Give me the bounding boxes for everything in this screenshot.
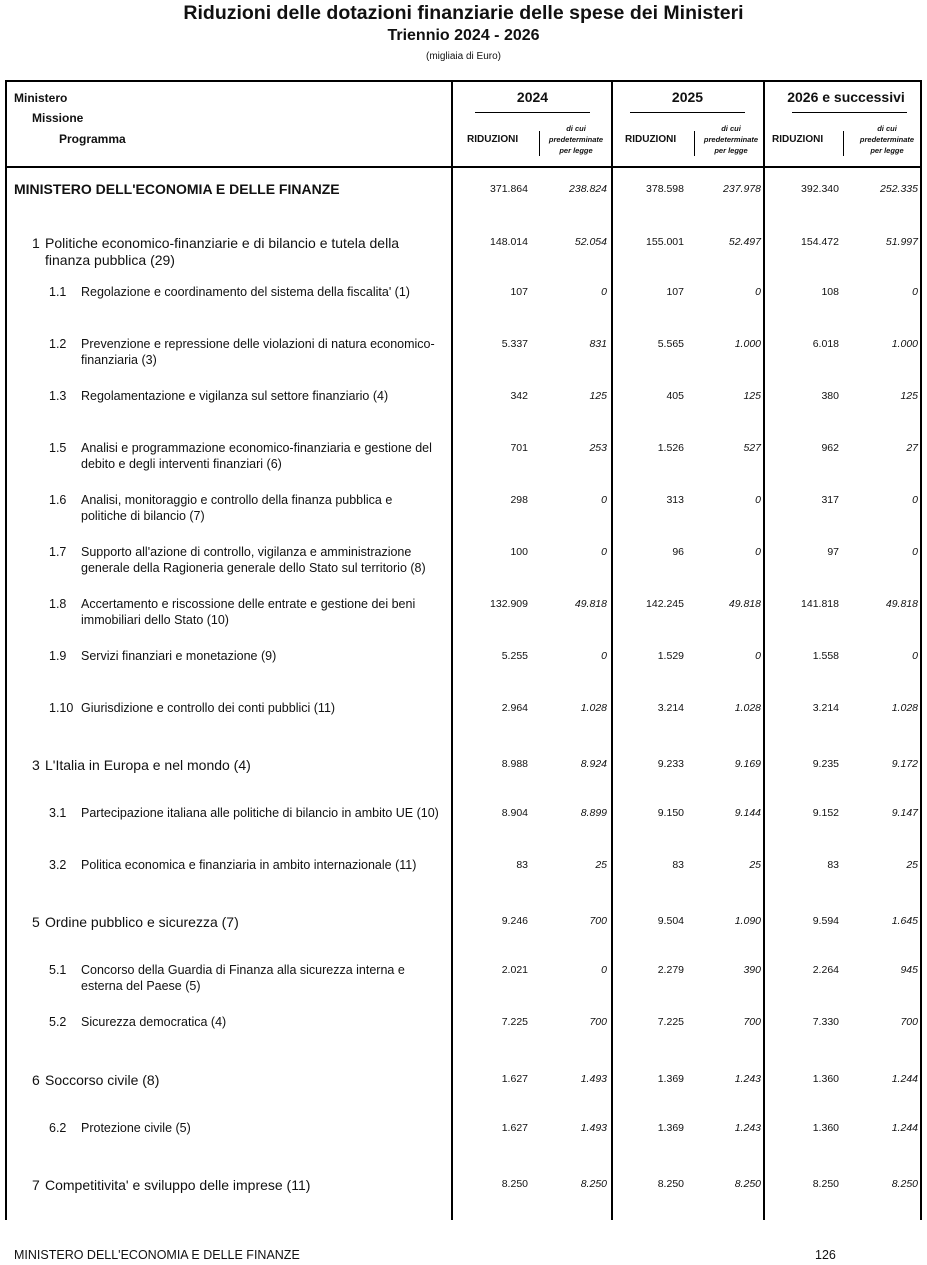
- predeterminate-value: 9.172: [891, 758, 918, 770]
- predeterminate-value: 0: [912, 546, 918, 558]
- subheader-divider: [539, 131, 540, 156]
- unit-note: (migliaia di Euro): [425, 51, 502, 62]
- predeterminate-value: 25: [749, 859, 761, 871]
- riduzioni-value: 2.964: [501, 702, 528, 714]
- row-description: Regolazione e coordinamento del sistema della fiscalita' (1): [81, 285, 410, 299]
- riduzioni-value: 97: [827, 546, 839, 558]
- year-header-2026: 2026 e successivi: [787, 89, 905, 105]
- column-divider: [451, 80, 453, 1220]
- riduzioni-value: 9.233: [657, 758, 684, 770]
- riduzioni-value: 132.909: [490, 598, 528, 610]
- row-description: Sicurezza democratica (4): [81, 1015, 227, 1029]
- predeterminate-value: 252.335: [880, 183, 918, 195]
- predeterminate-value: 1.244: [891, 1122, 918, 1134]
- row-code: 1.9: [49, 649, 67, 663]
- riduzioni-value: 1.369: [657, 1073, 684, 1085]
- riduzioni-value: 2.279: [657, 964, 684, 976]
- predeterminate-value: 51.997: [885, 236, 918, 248]
- predeterminate-value: 700: [589, 915, 607, 927]
- row-description: Prevenzione e repressione delle violazioni di natura economico-finanziaria (3): [81, 337, 435, 367]
- riduzioni-value: 371.864: [490, 183, 528, 195]
- predeterminate-value: 9.169: [734, 758, 761, 770]
- row-description: Analisi, monitoraggio e controllo della finanza pubblica e politiche di bilancio (7): [81, 493, 393, 523]
- riduzioni-value: 8.904: [501, 807, 528, 819]
- row-code: 1.8: [49, 597, 67, 611]
- row-description: Politiche economico-finanziarie e di bilancio e tutela della finanza pubblica (29): [45, 235, 400, 268]
- row-description: Concorso della Guardia di Finanza alla sicurezza interna e esterna del Paese (5): [81, 963, 405, 993]
- predeterminate-value: 0: [912, 494, 918, 506]
- riduzioni-header: RIDUZIONI: [772, 134, 824, 145]
- riduzioni-value: 380: [821, 390, 839, 402]
- row-description: Partecipazione italiana alle politiche di bilancio in ambito UE (10): [81, 806, 439, 820]
- row-description: Protezione civile (5): [81, 1121, 191, 1135]
- predeterminate-value: 700: [589, 1016, 607, 1028]
- predeterminate-value: 1.243: [734, 1073, 761, 1085]
- row-code: 1.1: [49, 285, 67, 299]
- riduzioni-value: 313: [666, 494, 684, 506]
- riduzioni-value: 298: [510, 494, 528, 506]
- riduzioni-value: 100: [510, 546, 528, 558]
- row-description: Competitivita' e sviluppo delle imprese (11): [45, 1177, 311, 1193]
- riduzioni-value: 9.235: [812, 758, 839, 770]
- row-description: Soccorso civile (8): [45, 1072, 160, 1088]
- predeterminate-value: 1.000: [891, 338, 918, 350]
- row-code: 1.2: [49, 337, 67, 351]
- row-description: Regolamentazione e vigilanza sul settore finanziario (4): [81, 389, 389, 403]
- riduzioni-value: 1.526: [657, 442, 684, 454]
- riduzioni-value: 107: [666, 286, 684, 298]
- column-divider: [920, 80, 922, 1220]
- predeterminate-value: 125: [900, 390, 918, 402]
- predeterminate-value: 9.144: [734, 807, 761, 819]
- header-ministero: Ministero: [14, 91, 68, 105]
- riduzioni-value: 8.250: [657, 1178, 684, 1190]
- predeterminate-value: 945: [900, 964, 918, 976]
- row-description: Ordine pubblico e sicurezza (7): [45, 914, 239, 930]
- ministero-label: MINISTERO DELL'ECONOMIA E DELLE FINANZE: [14, 181, 340, 197]
- page-subtitle: Triennio 2024 - 2026: [387, 27, 540, 44]
- riduzioni-value: 9.504: [657, 915, 684, 927]
- row-code: 7: [32, 1177, 40, 1193]
- row-code: 1.3: [49, 389, 67, 403]
- row-description: Politica economica e finanziaria in ambito internazionale (11): [81, 858, 417, 872]
- riduzioni-value: 392.340: [801, 183, 839, 195]
- page-title: Riduzioni delle dotazioni finanziarie delle spese dei Ministeri: [183, 2, 744, 24]
- riduzioni-value: 8.250: [812, 1178, 839, 1190]
- riduzioni-value: 155.001: [646, 236, 684, 248]
- riduzioni-value: 1.369: [657, 1122, 684, 1134]
- predeterminate-value: 25: [595, 859, 607, 871]
- predeterminate-value: 1.645: [891, 915, 918, 927]
- riduzioni-value: 9.152: [812, 807, 839, 819]
- predeterminate-value: 52.054: [574, 236, 607, 248]
- predeterminate-value: 0: [601, 650, 607, 662]
- riduzioni-value: 1.627: [501, 1122, 528, 1134]
- di-cui-header: di cui predeterminate per legge: [703, 124, 759, 155]
- year-header-2025: 2025: [671, 89, 704, 105]
- year-header-2024: 2024: [516, 89, 549, 105]
- predeterminate-value: 49.818: [574, 598, 607, 610]
- riduzioni-value: 141.818: [801, 598, 839, 610]
- predeterminate-value: 8.899: [580, 807, 607, 819]
- row-code: 3: [32, 757, 40, 773]
- riduzioni-value: 83: [516, 859, 528, 871]
- riduzioni-value: 7.225: [501, 1016, 528, 1028]
- predeterminate-value: 25: [906, 859, 918, 871]
- predeterminate-value: 1.028: [580, 702, 607, 714]
- header-programma: Programma: [59, 132, 126, 146]
- riduzioni-value: 8.250: [501, 1178, 528, 1190]
- riduzioni-value: 1.529: [657, 650, 684, 662]
- subheader-divider: [694, 131, 695, 156]
- riduzioni-value: 83: [672, 859, 684, 871]
- predeterminate-value: 0: [601, 494, 607, 506]
- predeterminate-value: 52.497: [728, 236, 761, 248]
- row-description: Servizi finanziari e monetazione (9): [81, 649, 277, 663]
- predeterminate-value: 238.824: [569, 183, 607, 195]
- predeterminate-value: 9.147: [891, 807, 918, 819]
- riduzioni-value: 9.594: [812, 915, 839, 927]
- predeterminate-value: 0: [912, 286, 918, 298]
- riduzioni-value: 7.225: [657, 1016, 684, 1028]
- riduzioni-value: 83: [827, 859, 839, 871]
- riduzioni-value: 8.988: [501, 758, 528, 770]
- page-number: 126: [815, 1248, 836, 1262]
- row-description: Analisi e programmazione economico-finanziaria e gestione del debito e degli interventi finanziari (6): [81, 441, 432, 471]
- subheader-divider: [843, 131, 844, 156]
- predeterminate-value: 700: [900, 1016, 918, 1028]
- row-code: 1.10: [49, 701, 74, 715]
- column-divider: [763, 80, 765, 1220]
- riduzioni-value: 5.565: [657, 338, 684, 350]
- predeterminate-value: 49.818: [728, 598, 761, 610]
- row-description: Giurisdizione e controllo dei conti pubblici (11): [81, 701, 336, 715]
- predeterminate-value: 0: [755, 494, 761, 506]
- predeterminate-value: 831: [589, 338, 607, 350]
- row-code: 6.2: [49, 1121, 67, 1135]
- row-code: 1: [32, 235, 40, 251]
- riduzioni-value: 1.558: [812, 650, 839, 662]
- row-code: 5.1: [49, 963, 67, 977]
- row-code: 5.2: [49, 1015, 67, 1029]
- riduzioni-value: 9.246: [501, 915, 528, 927]
- riduzioni-value: 7.330: [812, 1016, 839, 1028]
- riduzioni-value: 1.627: [501, 1073, 528, 1085]
- predeterminate-value: 0: [601, 964, 607, 976]
- predeterminate-value: 0: [755, 286, 761, 298]
- predeterminate-value: 49.818: [885, 598, 918, 610]
- riduzioni-header: RIDUZIONI: [625, 134, 677, 145]
- riduzioni-value: 154.472: [801, 236, 839, 248]
- riduzioni-value: 2.264: [812, 964, 839, 976]
- riduzioni-value: 342: [510, 390, 528, 402]
- riduzioni-value: 317: [821, 494, 839, 506]
- riduzioni-header: RIDUZIONI: [467, 134, 519, 145]
- column-divider: [611, 80, 613, 1220]
- riduzioni-value: 3.214: [657, 702, 684, 714]
- di-cui-header: di cui predeterminate per legge: [548, 124, 604, 155]
- predeterminate-value: 1.028: [734, 702, 761, 714]
- riduzioni-value: 1.360: [812, 1073, 839, 1085]
- riduzioni-value: 3.214: [812, 702, 839, 714]
- row-description: Accertamento e riscossione delle entrate e gestione dei beni immobiliari dello Stato (10): [81, 597, 416, 627]
- predeterminate-value: 1.028: [891, 702, 918, 714]
- predeterminate-value: 237.978: [723, 183, 761, 195]
- predeterminate-value: 0: [601, 286, 607, 298]
- predeterminate-value: 1.244: [891, 1073, 918, 1085]
- row-description: L'Italia in Europa e nel mondo (4): [45, 757, 251, 773]
- row-code: 1.7: [49, 545, 67, 559]
- predeterminate-value: 0: [755, 546, 761, 558]
- row-code: 6: [32, 1072, 40, 1088]
- riduzioni-value: 96: [672, 546, 684, 558]
- riduzioni-value: 9.150: [657, 807, 684, 819]
- riduzioni-value: 405: [666, 390, 684, 402]
- predeterminate-value: 125: [589, 390, 607, 402]
- riduzioni-value: 701: [510, 442, 528, 454]
- predeterminate-value: 1.493: [580, 1073, 607, 1085]
- year-underline: [630, 112, 745, 113]
- row-code: 5: [32, 914, 40, 930]
- predeterminate-value: 8.924: [580, 758, 607, 770]
- predeterminate-value: 0: [601, 546, 607, 558]
- predeterminate-value: 1.493: [580, 1122, 607, 1134]
- riduzioni-value: 148.014: [490, 236, 528, 248]
- predeterminate-value: 0: [912, 650, 918, 662]
- riduzioni-value: 378.598: [646, 183, 684, 195]
- riduzioni-value: 6.018: [812, 338, 839, 350]
- predeterminate-value: 8.250: [734, 1178, 761, 1190]
- footer-ministry: MINISTERO DELL'ECONOMIA E DELLE FINANZE: [14, 1248, 300, 1262]
- predeterminate-value: 253: [589, 442, 607, 454]
- header-divider: [5, 166, 922, 168]
- predeterminate-value: 8.250: [891, 1178, 918, 1190]
- di-cui-header: di cui predeterminate per legge: [859, 124, 915, 155]
- year-underline: [475, 112, 590, 113]
- row-code: 3.2: [49, 858, 67, 872]
- row-code: 1.5: [49, 441, 67, 455]
- riduzioni-value: 1.360: [812, 1122, 839, 1134]
- row-code: 1.6: [49, 493, 67, 507]
- predeterminate-value: 8.250: [580, 1178, 607, 1190]
- riduzioni-value: 2.021: [501, 964, 528, 976]
- predeterminate-value: 1.243: [734, 1122, 761, 1134]
- header-missione: Missione: [32, 111, 84, 125]
- riduzioni-value: 5.337: [501, 338, 528, 350]
- year-underline: [792, 112, 907, 113]
- predeterminate-value: 0: [755, 650, 761, 662]
- predeterminate-value: 125: [743, 390, 761, 402]
- predeterminate-value: 1.000: [734, 338, 761, 350]
- row-description: Supporto all'azione di controllo, vigilanza e amministrazione generale della Ragioneria generale dello Stato sul territorio (8): [81, 545, 426, 575]
- riduzioni-value: 142.245: [646, 598, 684, 610]
- predeterminate-value: 390: [743, 964, 761, 976]
- predeterminate-value: 527: [743, 442, 761, 454]
- riduzioni-value: 107: [510, 286, 528, 298]
- predeterminate-value: 27: [906, 442, 918, 454]
- riduzioni-value: 962: [821, 442, 839, 454]
- predeterminate-value: 700: [743, 1016, 761, 1028]
- row-code: 3.1: [49, 806, 67, 820]
- riduzioni-value: 5.255: [501, 650, 528, 662]
- riduzioni-value: 108: [821, 286, 839, 298]
- predeterminate-value: 1.090: [734, 915, 761, 927]
